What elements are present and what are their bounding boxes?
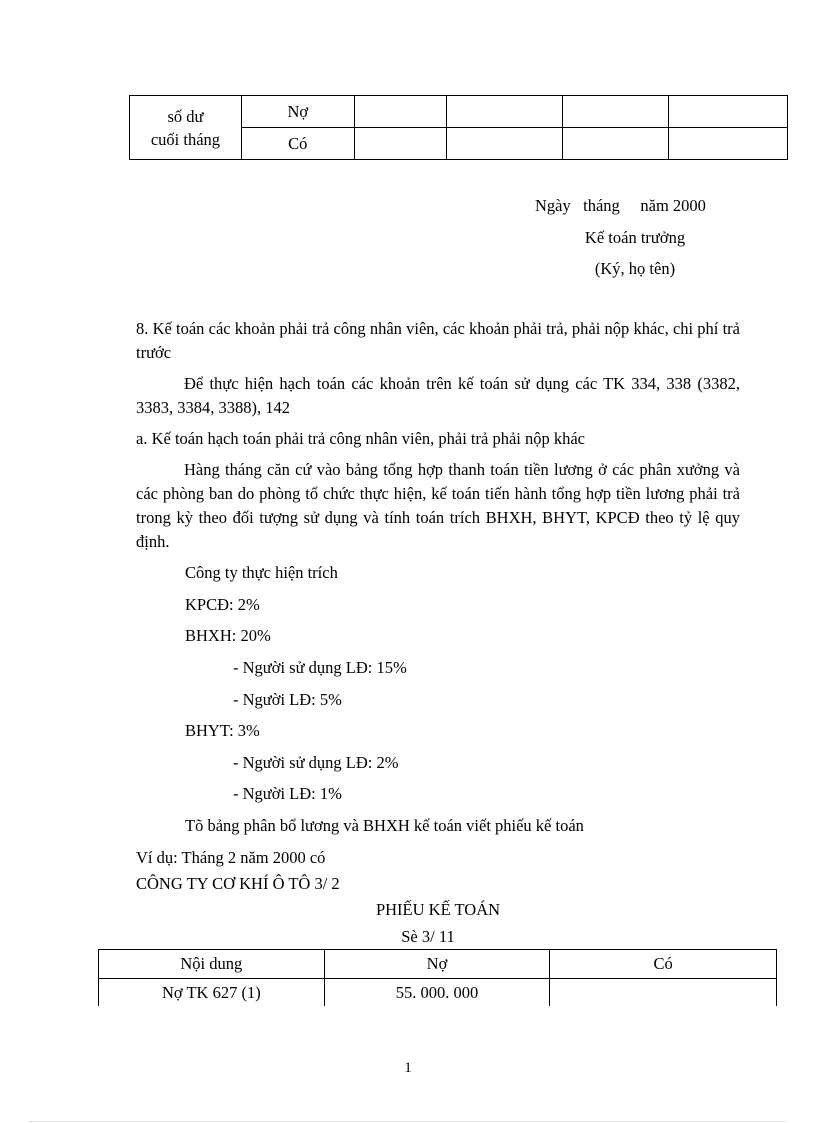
signature-note: (Ký, họ tên): [594, 259, 676, 278]
bhxh-employee-rate: - Người LĐ: 5%: [233, 690, 342, 709]
table-cell: [446, 96, 563, 128]
bhyt-employer-rate: - Người sử dụng LĐ: 2%: [233, 753, 399, 772]
table-cell: [446, 128, 563, 160]
row-label-cell: [130, 96, 242, 160]
credit-label: Có: [241, 128, 354, 160]
table-cell: [563, 96, 669, 128]
table-row: [130, 96, 788, 128]
voucher-title: PHIẾU KẾ TOÁN: [375, 900, 501, 919]
subsection-a-heading: a. Kế toán hạch toán phải trả công nhân viên, phải trả phải nộp khác: [136, 429, 586, 448]
voucher-table: [98, 949, 777, 1006]
table-cell: [354, 96, 446, 128]
kpcd-rate: KPCĐ: 2%: [185, 595, 260, 614]
bhxh-employer-rate: - Người sử dụng LĐ: 15%: [233, 658, 407, 677]
company-rates-text: Công ty thực hiện trích: [185, 563, 338, 582]
signature-title: Kế toán trưởng: [584, 228, 686, 247]
company-name: CÔNG TY CƠ KHÍ Ô TÔ 3/ 2: [136, 874, 340, 893]
table-cell: [563, 128, 669, 160]
section-heading: 8. Kế toán các khoản phải trả công nhân viên, các khoản phải trả, phải nộp khác, chi phí trả trước: [136, 319, 740, 362]
allocation-text: Tõ bảng phân bổ lương và BHXH kế toán viết phiếu kế toán: [185, 816, 584, 835]
example-text: Ví dụ: Tháng 2 năm 2000 có: [136, 848, 326, 867]
page-number: 1: [404, 1060, 412, 1076]
table-cell: [354, 128, 446, 160]
column-header: Có: [550, 950, 777, 979]
body-paragraph: Hàng tháng căn cứ vào bảng tổng hợp thanh toán tiền lương ở các phân xưởng và các phòng ban do phòng tổ chức thực hiện, kế toán tiến hành tổng hợp tiền lương phải trả trong kỳ theo đối tượng sử dụng và tính toán trích BHXH, BHYT, KPCĐ theo tỷ lệ quy định.: [136, 460, 740, 551]
balance-table: [129, 95, 788, 160]
row-content: Nợ TK 627 (1): [99, 979, 325, 1007]
row-credit: [550, 979, 777, 1007]
bhxh-rate: BHXH: 20%: [185, 626, 271, 645]
bhyt-employee-rate: - Người LĐ: 1%: [233, 784, 342, 803]
table-row: [99, 979, 777, 1007]
row-label: số dư cuối tháng: [150, 106, 221, 149]
signature-date: Ngày tháng năm 2000: [535, 196, 706, 215]
table-cell: [669, 96, 788, 128]
column-header: Nợ: [324, 950, 550, 979]
bhyt-rate: BHYT: 3%: [185, 721, 260, 740]
debit-label: Nợ: [241, 96, 354, 128]
intro-paragraph: Để thực hiện hạch toán các khoản trên kế toán sử dụng các TK 334, 338 (3382, 3383, 3384, 3388), 142: [136, 374, 740, 417]
column-header: Nội dung: [99, 950, 325, 979]
table-cell: [669, 128, 788, 160]
row-debit: 55. 000. 000: [324, 979, 550, 1007]
page-bottom-rule: [30, 1121, 786, 1122]
voucher-number: Sè 3/ 11: [401, 927, 455, 946]
table-header-row: [99, 950, 777, 979]
